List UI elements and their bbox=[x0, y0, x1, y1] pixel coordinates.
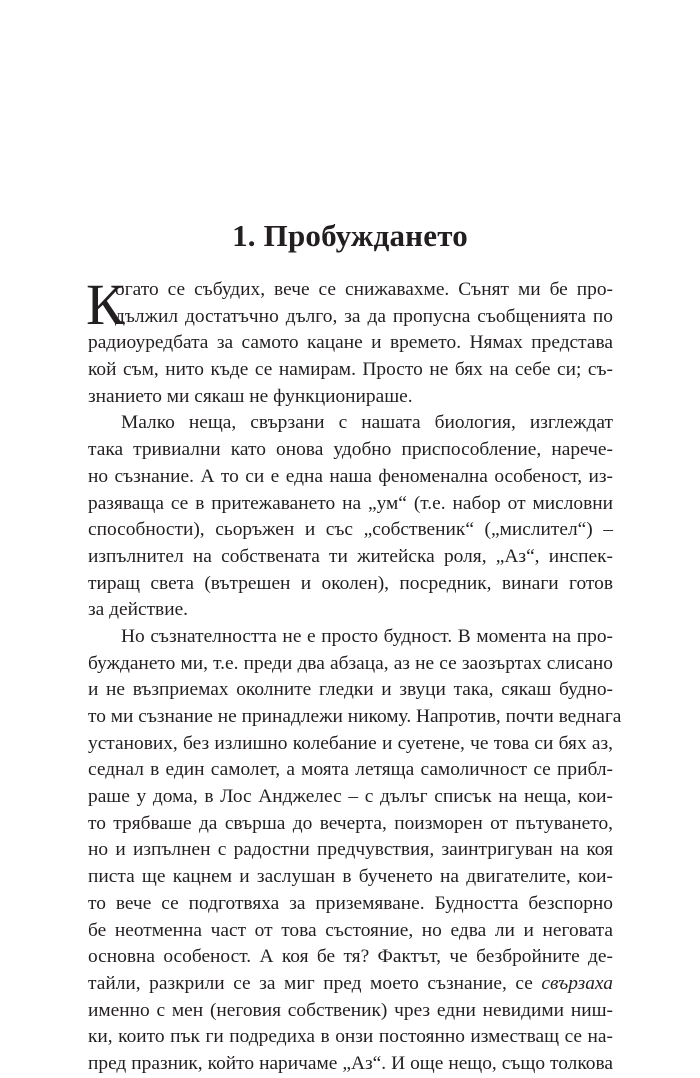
text-line: основна особеност. А коя бе тя? Фактът, че безбройните де- bbox=[88, 946, 613, 968]
text-line-content: огато се събудих, вече се снижавахме. Сънят ми бе про- bbox=[115, 279, 613, 300]
text-line: Малко неща, свързани с нашата биология, изглеждат bbox=[121, 412, 613, 434]
text-line: пред празник, който наричаме „Аз“. И още нещо, също толкова bbox=[88, 1052, 613, 1074]
text-line: дължил достатъчно дълго, за да пропусна съобщенията по bbox=[115, 305, 613, 327]
text-line: радиоуредбата за самото кацане и времето. Нямах представа bbox=[88, 332, 613, 354]
text-line: способности), сьоръжен и със „собственик“ („мислител“) – bbox=[88, 519, 613, 541]
text-line-content: тайли, разкрили се за миг пред моето съзнание, се bbox=[88, 972, 533, 994]
text-line: писта ще кацнем и заслушан в бученето на двигателите, кои- bbox=[88, 866, 613, 888]
text-line: установих, без излишно колебание и суетене, че това си бях аз, bbox=[88, 732, 613, 754]
text-line bbox=[88, 971, 613, 998]
text-line: но съзнание. А то си е една наша феноменална особеност, из- bbox=[88, 465, 613, 487]
text-line: за действие. bbox=[88, 599, 189, 621]
text-line: Но съзнателността не е просто будност. В момента на про- bbox=[121, 625, 613, 647]
text-line: знанието ми сякаш не функционираше. bbox=[88, 385, 413, 407]
chapter-body bbox=[86, 272, 622, 1078]
italic-word: свързаха bbox=[541, 972, 613, 994]
text-line: ки, които пък ги подредиха в онзи постоянно изместващ се на- bbox=[88, 1026, 613, 1048]
chapter-title: 1. Пробуждането bbox=[232, 218, 468, 253]
text-line: именно с мен (неговия собственик) чрез едни невидими ниш- bbox=[88, 999, 613, 1021]
text-line: то вече се подготвяха за приземяване. Будността безспорно bbox=[88, 892, 613, 914]
text-line: седнал в един самолет, а моята летяща самоличност се прибл- bbox=[88, 759, 613, 781]
text-line: разяваща се в притежаването на „ум“ (т.е. набор от мисловни bbox=[88, 492, 613, 514]
text-line: така тривиални като онова удобно приспособление, нарече- bbox=[88, 439, 613, 461]
text-line: но и изпълнен с радостни предчувствия, заинтригуван на коя bbox=[88, 839, 613, 861]
text-line: то ми съзнание не принадлежи никому. Напротив, почти веднага bbox=[88, 706, 622, 727]
text-line: изпълнител на собствената ти житейска роля, „Аз“, инспек- bbox=[88, 545, 613, 567]
text-line: то трябваше да свърша до вечерта, поизморен от пътуването, bbox=[88, 812, 613, 834]
text-line: и не възприемах околните гледки и звуци така, сякаш будно- bbox=[88, 679, 613, 701]
text-line: раше у дома, в Лос Анджелес – с дълъг списък на неща, кои- bbox=[88, 786, 613, 808]
text-line: буждането ми, т.е. преди два абзаца, аз не се заозъртах слисано bbox=[88, 652, 613, 674]
text-line: кой съм, нито къде се намирам. Просто не бях на себе си; съ- bbox=[88, 359, 613, 381]
text-line: бе неотменна част от това състояние, но едва ли и неговата bbox=[88, 919, 613, 941]
drop-cap: К bbox=[86, 272, 125, 337]
text-line: тиращ света (вътрешен и околен), посредник, винаги готов bbox=[88, 572, 613, 594]
